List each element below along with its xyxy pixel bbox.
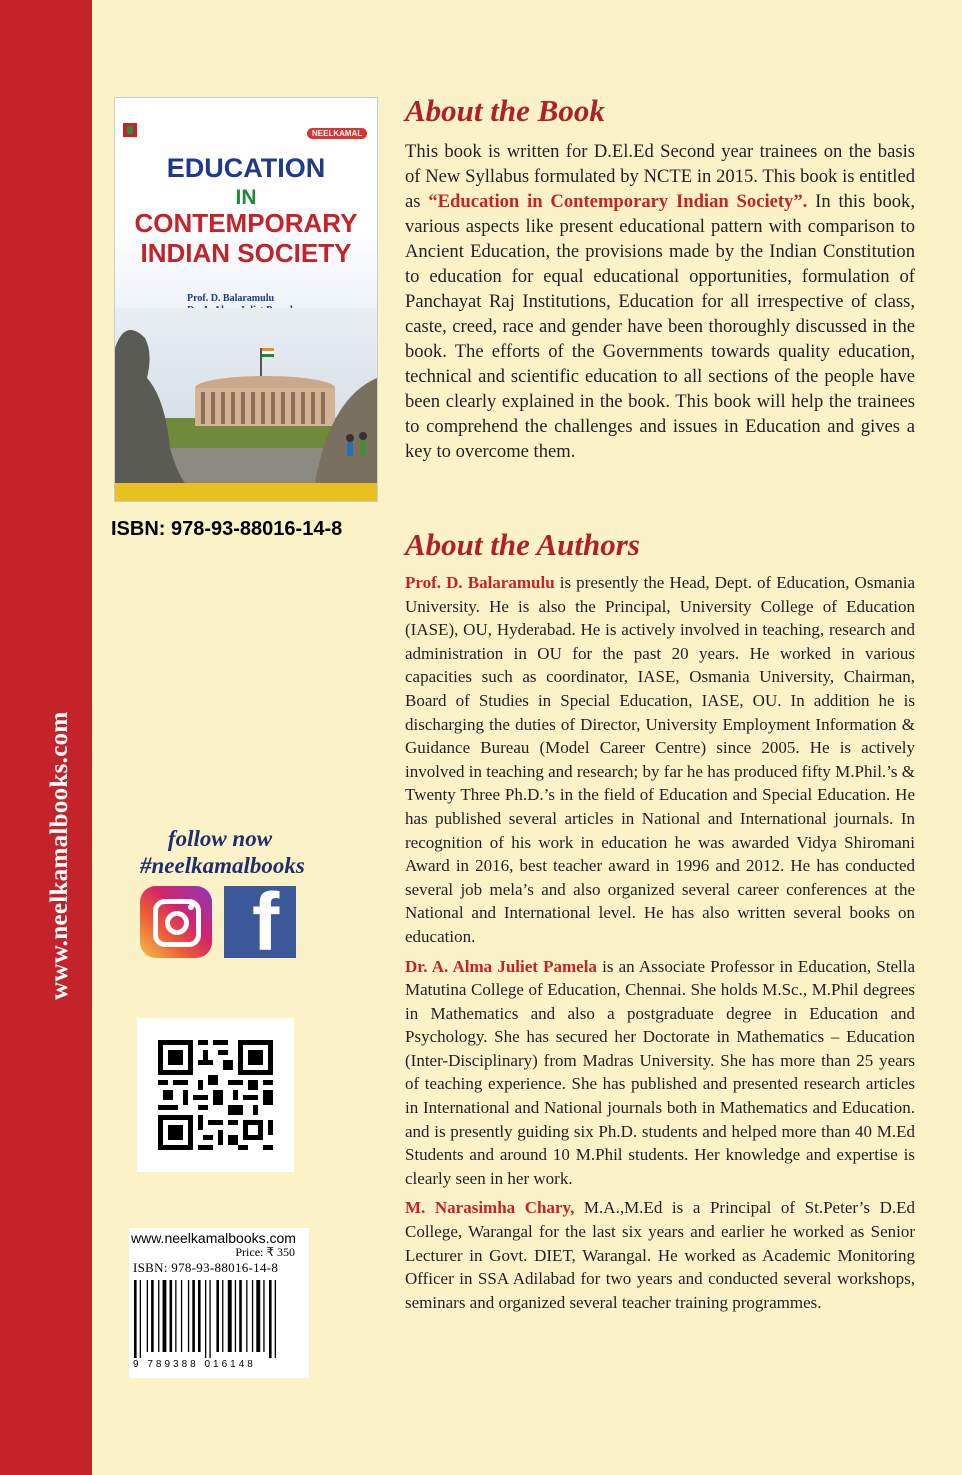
about-book-section [405,93,915,464]
barcode-bar [205,1280,206,1358]
author1-bio: Prof. D. Balaramulu is presently the Head, Dept. of Education, Osmania University. He is also the Principal, University College of Education (IASE), OU, Hyderabad. He is actively involved in teaching, research and administration in OU for the past 20 years. He worked in various capacities such as coordinator, IASE, Osmania University, Chairman, Board of Studies in Special Education, IASE, OU. In addition he is discharging the duties of Director, University Employment Information & Guidance Bureau (Model Career Centre) since 2005. He is actively involved in teaching and research; by far he has produced fifty M.Phil.’s & Twenty Three Ph.D.’s in the field of Education and Special Education. He has published several articles in National and International journals. In recognition of his work in education he was awarded Vidya Shiromani Award in 2016, best teacher award in 1996 and 2012. He has conducted several job mela’s and also organized several career conferences at the National and International level. He has also written several books on education. [405,573,915,946]
barcode-bar [275,1280,276,1358]
barcode-bar [263,1280,264,1352]
cover-title-line2: IN [235,186,257,209]
red-spine-band [0,0,92,1475]
barcode-bar [151,1280,154,1352]
barcode-bar [147,1280,148,1352]
barcode-bar [222,1280,223,1352]
isbn-label: ISBN: 978-93-88016-14-8 [111,518,343,540]
barcode-bar [181,1280,182,1352]
barcode-bar [198,1280,201,1352]
barcode-bar [188,1280,189,1352]
qr-code-icon [158,1039,273,1151]
barcode-bar [170,1280,173,1352]
spine-website: www.neelkamalbooks.com [46,711,73,1000]
barcode-bar [256,1280,260,1352]
barcode-bar [192,1280,195,1352]
barcode-isbn: ISBN: 978-93-88016-14-8 [133,1260,279,1275]
barcode-digits: 9 789388 016148 [133,1359,256,1370]
about-book-text: This book is written for D.El.Ed Second year trainees on the basis of New Syllabus formulated by NCTE in 2015. This book is entitled as “Education in Contemporary Indian Society”. In this book, various aspects like present educational pattern with comparison to Ancient Education, the provisions made by the Indian Constitution to education for equal educational opportunities, formulation of Panchayat Raj Institutions, Education for all irrespective of class, caste, creed, race and gender have been thoroughly discussed in the book. The efforts of the Governments towards quality education, technical and scientific education to all sections of the people have been clearly explained in the book. This book will help the trainees to comprehend the challenges and issues in Education and gives a key to overcome them. [405,141,916,462]
barcode-bar [209,1280,210,1358]
cover-title-line4: INDIAN SOCIETY [140,238,352,268]
barcode-bar [216,1280,219,1352]
about-authors-section [405,527,915,1314]
cover-title-line3: CONTEMPORARY [134,208,358,238]
barcode-bar [252,1280,253,1352]
cover-publisher: NEELKAMAL [307,128,367,139]
barcode-bar [158,1280,159,1352]
barcode-bar [175,1280,176,1352]
barcode-bar [246,1280,247,1352]
facebook-icon[interactable]: f [224,886,296,958]
barcode-website: www.neelkamalbooks.com [131,1230,296,1246]
front-cover-thumbnail [115,98,377,501]
publisher-logo-icon [123,123,137,137]
barcode-bar [228,1280,232,1352]
barcode-bar [239,1280,242,1352]
instagram-icon[interactable] [140,886,212,958]
about-book-heading: About the Book [405,93,605,128]
price-label: Price: ₹ 350 [235,1245,295,1259]
qr-code [137,1018,294,1172]
barcode-bar [235,1280,236,1352]
cover-authors: Prof. D. Balaramulu [187,293,275,304]
barcode-bar [163,1280,167,1352]
barcode-bar [134,1280,137,1358]
barcode-bar [140,1280,141,1358]
cover-title-line1: EDUCATION [166,153,326,183]
author3-bio: M. Narasimha Chary, M.A.,M.Ed is a Principal of St.Peter’s D.Ed College, Warangal for the last six years and earlier he worked as Senior Lecturer in Govt. DIET, Warangal. He worked as Academic Monitoring Officer in SSA Adilabad for two years and conducted several workshops, seminars and organized several teacher training programmes. [405,1198,915,1312]
barcode-block [129,1228,309,1378]
follow-text: follow now #neelkamalbooks [140,826,305,878]
barcode-bar [269,1280,272,1358]
author2-bio: Dr. A. Alma Juliet Pamela is an Associate Professor in Education, Stella Matutina College of Education, Chennai. She holds M.Sc., M.Phil degrees in Mathematics and also a postgraduate degree in Education and Psychology. She has secured her Doctorate in Mathematics – Education (Inter-Disciplinary) from Madras University. She has more than 25 years of teaching experience. She has published and presented research articles in International and National journals both in Mathematics and Education. and is presently guiding six Ph.D. students and helped more than 40 M.Ed Students and around 10 M.Phil students. Her knowledge and expertise is clearly seen in her work. [405,956,915,1188]
parliament-photo [115,308,377,483]
barcode-icon [132,1280,306,1358]
about-authors-heading: About the Authors [405,527,640,562]
